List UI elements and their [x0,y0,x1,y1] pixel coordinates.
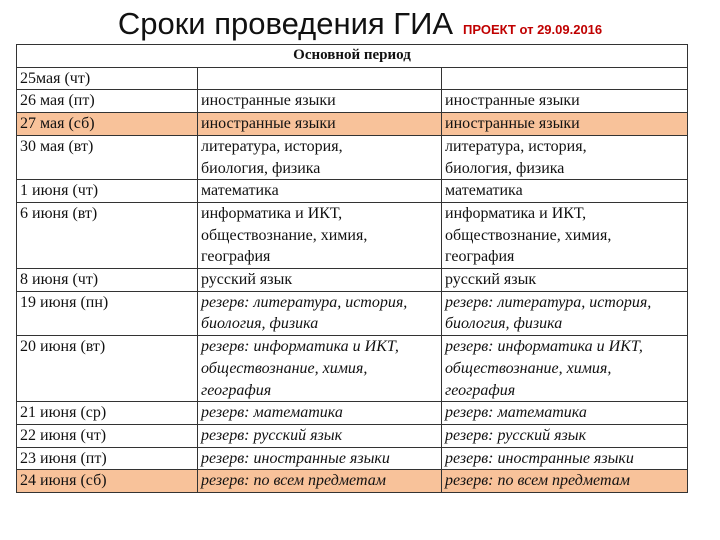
date-cell: 25мая (чт) [17,67,198,90]
date-cell: 20 июня (вт) [17,336,198,402]
date-cell: 24 июня (сб) [17,470,198,493]
table-row [17,424,688,447]
subject-cell: русский язык [198,269,442,292]
title-text: Сроки проведения ГИА [117,6,454,41]
subject-cell: резерв: литература, история, биология, физика [198,291,442,335]
subject-cell: иностранные языки [198,113,442,136]
subject-cell: резерв: иностранные языки [442,447,688,470]
table-row [17,470,688,493]
subject-cell: иностранные языки [198,90,442,113]
subject-cell [198,67,442,90]
table-row [17,67,688,90]
subject-cell: резерв: литература, история, биология, физика [442,291,688,335]
subject-cell: иностранные языки [442,113,688,136]
subject-cell: резерв: по всем предметам [198,470,442,493]
date-cell: 26 мая (пт) [17,90,198,113]
subject-cell: математика [442,180,688,203]
subject-cell: информатика и ИКТ, обществознание, химия, география [442,202,688,268]
subject-cell: резерв: математика [442,402,688,425]
table-row [17,202,688,268]
subject-cell: математика [198,180,442,203]
subject-cell: резерв: русский язык [442,424,688,447]
subject-cell: литература, история, биология, физика [198,135,442,179]
subject-cell: резерв: иностранные языки [198,447,442,470]
date-cell: 8 июня (чт) [17,269,198,292]
table-row [17,402,688,425]
table-body [17,67,688,492]
subject-cell: резерв: русский язык [198,424,442,447]
subject-cell [442,67,688,90]
table-row [17,180,688,203]
table-row [17,113,688,136]
subject-cell: литература, история, биология, физика [442,135,688,179]
table-row [17,336,688,402]
subject-cell: информатика и ИКТ, обществознание, химия, география [198,202,442,268]
subject-cell: иностранные языки [442,90,688,113]
table-row [17,447,688,470]
subject-cell: резерв: по всем предметам [442,470,688,493]
date-cell: 1 июня (чт) [17,180,198,203]
table-row [17,90,688,113]
table-row [17,291,688,335]
date-cell: 23 июня (пт) [17,447,198,470]
subject-cell: резерв: информатика и ИКТ, обществознание, химия, география [442,336,688,402]
schedule-table [16,44,688,493]
table-header-row [17,45,688,68]
date-cell: 27 мая (сб) [17,113,198,136]
table-header: Основной период [17,45,688,68]
slide-title [0,6,720,42]
date-cell: 30 мая (вт) [17,135,198,179]
subject-cell: русский язык [442,269,688,292]
date-cell: 21 июня (ср) [17,402,198,425]
table-row [17,135,688,179]
subject-cell: резерв: математика [198,402,442,425]
project-note: ПРОЕКТ от 29.09.2016 [463,22,603,37]
table-row [17,269,688,292]
date-cell: 22 июня (чт) [17,424,198,447]
date-cell: 19 июня (пн) [17,291,198,335]
subject-cell: резерв: информатика и ИКТ, обществознание, химия, география [198,336,442,402]
date-cell: 6 июня (вт) [17,202,198,268]
